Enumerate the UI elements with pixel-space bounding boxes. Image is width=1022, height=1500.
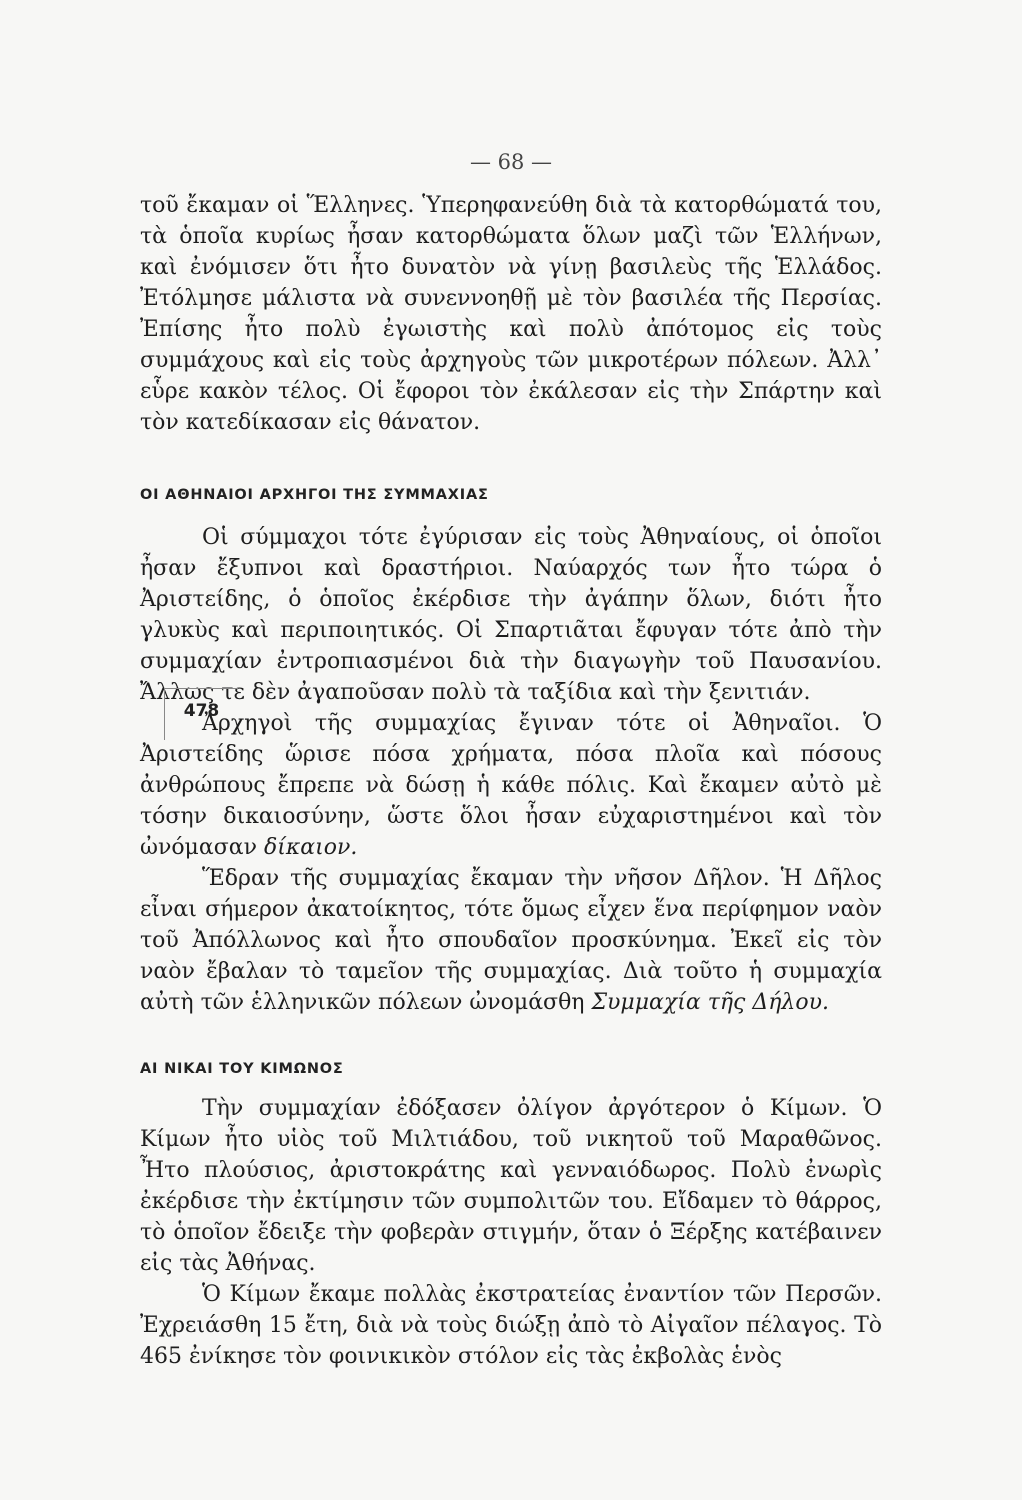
marginal-year: 478 xyxy=(183,701,220,721)
paragraph xyxy=(140,863,882,1018)
section-athenian-leaders-body xyxy=(140,522,882,1018)
paragraph: Τὴν συμμαχίαν ἐδόξασεν ὀλίγον ἀργότερον ὁ Κίμων. Ὁ Κίμων ἦτο υἱὸς τοῦ Μιλτιάδου, τοῦ νικητοῦ τοῦ Μαραθῶνος. Ἦτο πλούσιος, ἀριστοκράτης καὶ γενναιόδωρος. Πολὺ ἐνωρὶς ἐκέρδισε τὴν ἐκτίμησιν τῶν συμπολιτῶν του. Εἴδαμεν τὸ θάρρος, τὸ ὁποῖον ἔδειξε τὴν φοβερὰν στιγμήν, ὅταν ὁ Ξέρξης κατέβαινεν εἰς τὰς Ἀθήνας. xyxy=(140,1096,882,1276)
section-heading-kimon-victories: ΑΙ ΝΙΚΑΙ ΤΟΥ ΚΙΜΩΝΟΣ xyxy=(140,1061,344,1077)
italic-term: Συμμαχία τῆς Δήλου. xyxy=(591,990,829,1015)
italic-term: δίκαιον. xyxy=(263,835,358,860)
paragraph: Οἱ σύμμαχοι τότε ἐγύρισαν εἰς τοὺς Ἀθηναίους, οἱ ὁποῖοι ἦσαν ἔξυπνοι καὶ δραστήριοι. Ναύαρχός των ἦτο τώρα ὁ Ἀριστείδης, ὁ ὁποῖος ἐκέρδισε τὴν ἀγάπην ὅλων, διότι ἦτο γλυκὺς καὶ περιποιητικός. Οἱ Σπαρτιᾶται ἔφυγαν τότε ἀπὸ τὴν συμμαχίαν ἐντροπιασμένοι διὰ τὴν διαγωγὴν τοῦ Παυσανίου. Ἄλλως τε δὲν ἀγαποῦσαν πολὺ τὰ ταξίδια καὶ τὴν ξενιτιάν. xyxy=(140,525,882,705)
paragraph: τοῦ ἔκαμαν οἱ Ἕλληνες. Ὑπερηφανεύθη διὰ τὰ κατορθώματά του, τὰ ὁποῖα κυρίως ἦσαν κατορθώματα ὅλων μαζὶ τῶν Ἑλλήνων, καὶ ἐνόμισεν ὅτι ἦτο δυνατὸν νὰ γίνῃ βασιλεὺς τῆς Ἑλλάδος. Ἐτόλμησε μάλιστα νὰ συνεννοηθῇ μὲ τὸν βασιλέα τῆς Περσίας. Ἐπίσης ἦτο πολὺ ἐγωιστὴς καὶ πολὺ ἀπότομος εἰς τοὺς συμμάχους καὶ εἰς τοὺς ἀρχηγοὺς τῶν μικροτέρων πόλεων. Ἀλλ᾽ εὗρε κακὸν τέλος. Οἱ ἔφοροι τὸν ἐκάλεσαν εἰς τὴν Σπάρτην καὶ τὸν κατεδίκασαν εἰς θάνατον. xyxy=(140,193,882,435)
section-kimon-body xyxy=(140,1093,882,1372)
section-heading-athenian-leaders: ΟΙ ΑΘΗΝΑΙΟΙ ΑΡΧΗΓΟΙ ΤΗΣ ΣΥΜΜΑΧΙΑΣ xyxy=(140,487,489,503)
page-number: — 68 — xyxy=(469,150,553,174)
paragraph-text: Ἀρχηγοὶ τῆς συμμαχίας ἔγιναν τότε οἱ Ἀθηναῖοι. Ὁ Ἀριστείδης ὥρισε πόσα χρήματα, πόσα πλοῖα καὶ πόσους ἀνθρώπους ἔπρεπε νὰ δώσῃ ἡ κάθε πόλις. Καὶ ἔκαμεν αὐτὸ μὲ τόσην δικαιοσύνην, ὥστε ὅλοι ἦσαν εὐχαριστημένοι καὶ τὸν ὠνόμασαν xyxy=(140,711,882,860)
paragraph xyxy=(140,708,882,863)
paragraph: Ὁ Κίμων ἔκαμε πολλὰς ἐκστρατείας ἐναντίον τῶν Περσῶν. Ἐχρειάσθη 15 ἔτη, διὰ νὰ τοὺς διώξῃ ἀπὸ τὸ Αἰγαῖον πέλαγος. Τὸ 465 ἐνίκησε τὸν φοινικικὸν στόλον εἰς τὰς ἐκβολὰς ἑνὸς xyxy=(140,1282,882,1369)
marginal-year-box xyxy=(164,688,238,740)
opening-text-block xyxy=(140,190,882,438)
paragraph-text: Ἕδραν τῆς συμμαχίας ἔκαμαν τὴν νῆσον Δῆλον. Ἡ Δῆλος εἶναι σήμερον ἀκατοίκητος, τότε ὅμως εἶχεν ἕνα περίφημον ναὸν τοῦ Ἀπόλλωνος καὶ ἦτο σπουδαῖον προσκύνημα. Ἐκεῖ εἰς τὸν ναὸν ἔβαλαν τὸ ταμεῖον τῆς συμμαχίας. Διὰ τοῦτο ἡ συμμαχία αὐτὴ τῶν ἑλληνικῶν πόλεων ὠνομάσθη xyxy=(140,866,882,1015)
